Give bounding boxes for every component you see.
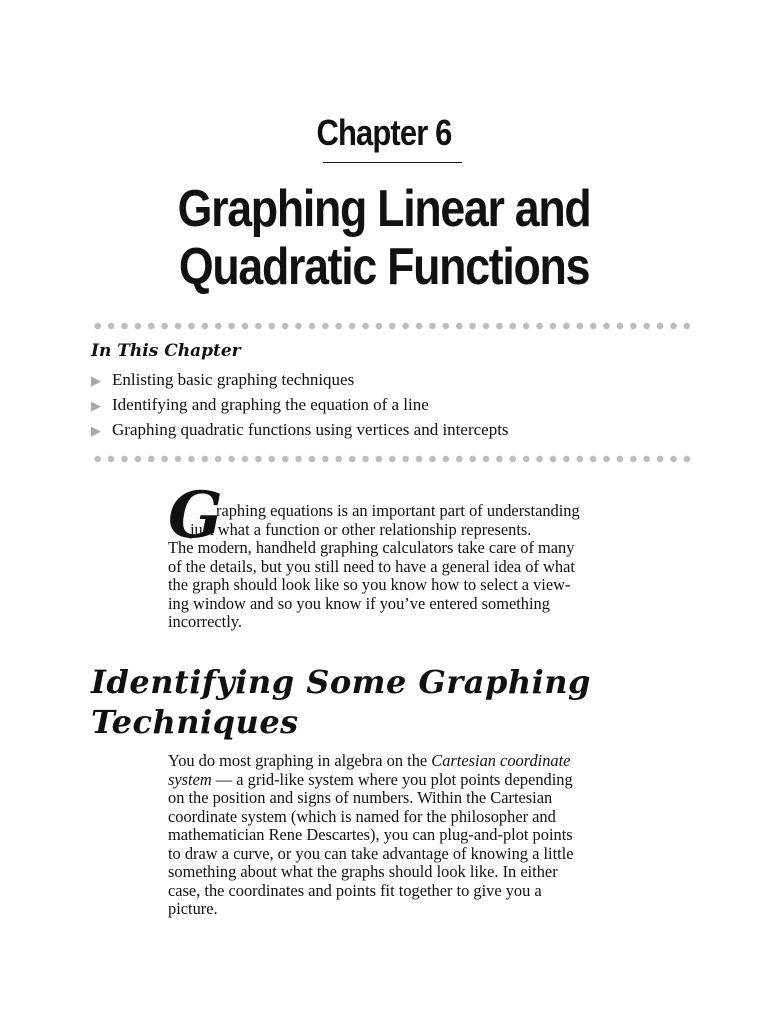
body-line: to draw a curve, or you can take advantage of knowing a little	[168, 843, 574, 863]
dotted-divider-bottom	[91, 455, 695, 463]
body-line: coordinate system (which is named for the philosopher and	[168, 806, 556, 826]
dotted-divider-top	[91, 322, 695, 330]
body-term: Cartesian coordinate	[431, 751, 571, 770]
in-this-chapter-heading: In This Chapter	[91, 341, 241, 361]
chapter-label: Chapter 6	[316, 112, 452, 153]
body-line: mathematician Rene Descartes), you can plug-and-plot points	[168, 825, 573, 844]
intro-line: incorrectly.	[168, 612, 243, 631]
chapter-title	[54, 180, 714, 296]
section-heading-line: Identifying Some Graphing	[91, 663, 591, 701]
chapter-rule	[323, 162, 462, 163]
body-paragraph	[168, 752, 574, 919]
section-heading	[91, 662, 591, 742]
list-item	[91, 367, 509, 392]
list-item-text: Enlisting basic graphing techniques	[112, 370, 355, 389]
intro-line: The modern, handheld graphing calculators take care of many	[168, 538, 575, 557]
body-term: system	[168, 769, 212, 789]
intro-line: raphing equations is an important part of understanding	[216, 501, 580, 520]
intro-line: of the details, but you still need to have a general idea of what	[168, 556, 575, 576]
body-line	[168, 752, 574, 771]
triangle-bullet-icon: ▶	[91, 373, 101, 388]
drop-cap: G	[168, 478, 223, 553]
body-line: case, the coordinates and points fit together to give you a	[168, 880, 542, 900]
list-item	[91, 392, 509, 417]
list-item-text: Graphing quadratic functions using vertices and intercepts	[112, 420, 509, 439]
body-line	[168, 771, 574, 790]
list-item	[91, 417, 509, 442]
section-heading-line: Techniques	[91, 703, 299, 741]
chapter-title-line: Graphing Linear and	[177, 180, 591, 238]
body-line: picture.	[168, 899, 218, 918]
body-line: on the position and signs of numbers. Within the Cartesian	[168, 788, 553, 807]
list-item-text: Identifying and graphing the equation of a line	[112, 395, 429, 414]
intro-line: ing window and so you know if you’ve entered something	[168, 593, 550, 613]
body-text: You do most graphing in algebra on the	[168, 751, 432, 770]
intro-line: just what a function or other relationship represents.	[190, 519, 532, 539]
triangle-bullet-icon: ▶	[91, 398, 101, 413]
chapter-title-line: Quadratic Functions	[178, 238, 590, 296]
body-line: something about what the graphs should look like. In either	[168, 862, 558, 881]
triangle-bullet-icon: ▶	[91, 423, 101, 438]
body-text: — a grid-like system where you plot points depending	[211, 769, 573, 789]
chapter-topics-list	[91, 367, 509, 442]
intro-line: the graph should look like so you know how to select a view-	[168, 575, 571, 594]
